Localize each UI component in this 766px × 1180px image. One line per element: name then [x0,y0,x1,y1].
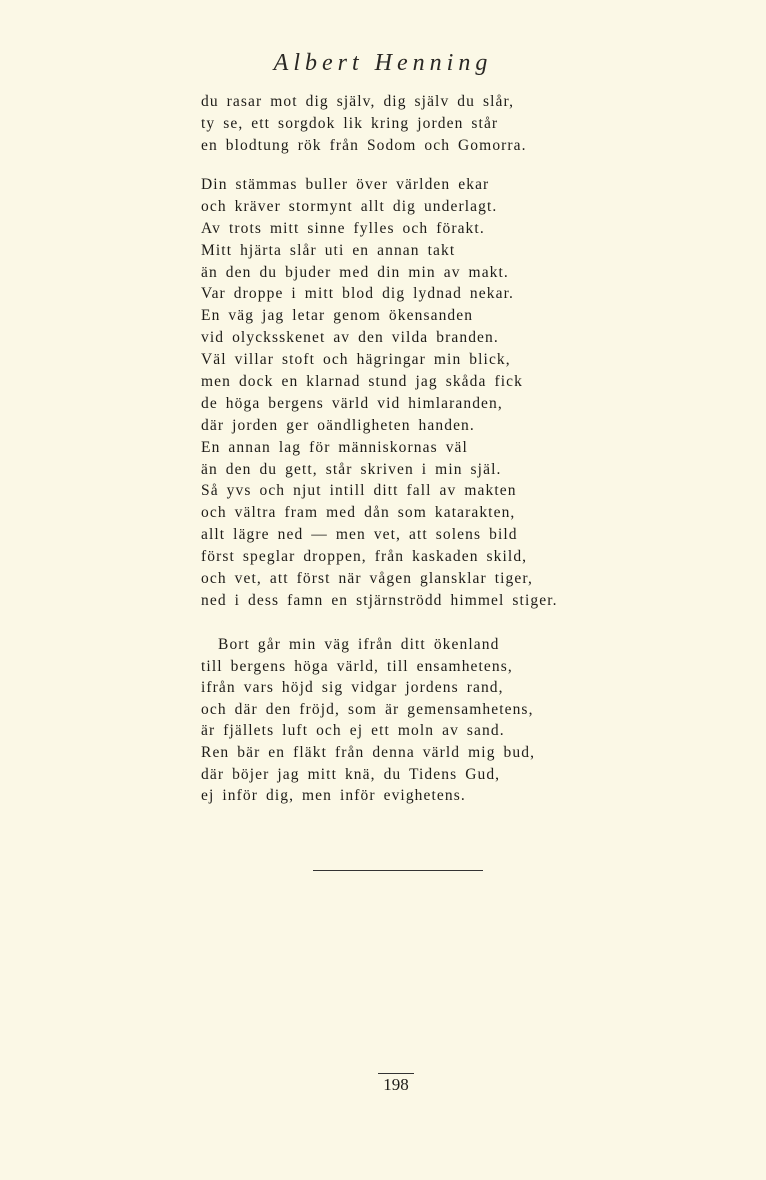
poem-line: Väl villar stoft och hägringar min blick, [201,351,511,369]
poem-line: där böjer jag mitt knä, du Tidens Gud, [201,765,501,783]
running-header: Albert Henning [273,50,493,76]
poem-line: ty se, ett sorgdok lik kring jorden står [201,114,499,132]
stanza-1 [201,91,527,157]
poem-line: Mitt hjärta slår uti en annan takt [201,241,456,259]
poem-line: du rasar mot dig själv, dig själv du slår, [201,93,515,110]
poem-line: ned i dess famn en stjärnströdd himmel stiger. [201,591,558,609]
poem-line: är fjällets luft och ej ett moln av sand. [201,722,505,740]
stanza-2 [201,174,558,612]
poem-line: ifrån vars höjd sig vidgar jordens rand, [201,679,504,697]
poem-line: Av trots mitt sinne fylles och förakt. [201,219,485,237]
poem-line: och där den fröjd, som är gemensamhetens, [201,700,534,718]
poem-line: allt lägre ned — men vet, att solens bild [201,526,518,544]
poem-line: Var droppe i mitt blod dig lydnad nekar. [201,285,514,303]
poem-line: och kräver stormynt allt dig underlagt. [201,197,498,215]
poem-line: än den du bjuder med din min av makt. [201,263,509,281]
poem-line: än den du gett, står skriven i min själ. [201,460,502,478]
poem-line: de höga bergens värld vid himlaranden, [201,394,503,412]
poem-line: och vältra fram med dån som katarakten, [201,504,516,522]
poem-line: En annan lag för människornas väl [201,438,468,456]
poem-line: Bort går min väg ifrån ditt ökenland [218,636,500,653]
poem-line: Ren bär en fläkt från denna värld mig bud, [201,743,536,761]
stanza-3 [201,634,535,807]
poem-line: till bergens höga värld, till ensamhetens, [201,657,513,675]
section-divider [313,870,483,871]
poem-line: Så yvs och njut intill ditt fall av makten [201,482,517,500]
poem-line: vid olycksskenet av den vilda branden. [201,329,499,347]
poem-line: en blodtung rök från Sodom och Gomorra. [201,136,527,154]
poem-line: En väg jag letar genom ökensanden [201,307,474,325]
poem-line: Din stämmas buller över världen ekar [201,176,490,193]
poem-line: ej inför dig, men inför evighetens. [201,787,466,805]
poem-line: och vet, att först när vågen glansklar tiger, [201,570,533,588]
poem-line: först speglar droppen, från kaskaden skild, [201,548,528,566]
poem-line: men dock en klarnad stund jag skåda fick [201,373,523,391]
page-number: 198 [378,1073,414,1095]
poem-line: där jorden ger oändligheten handen. [201,416,475,434]
